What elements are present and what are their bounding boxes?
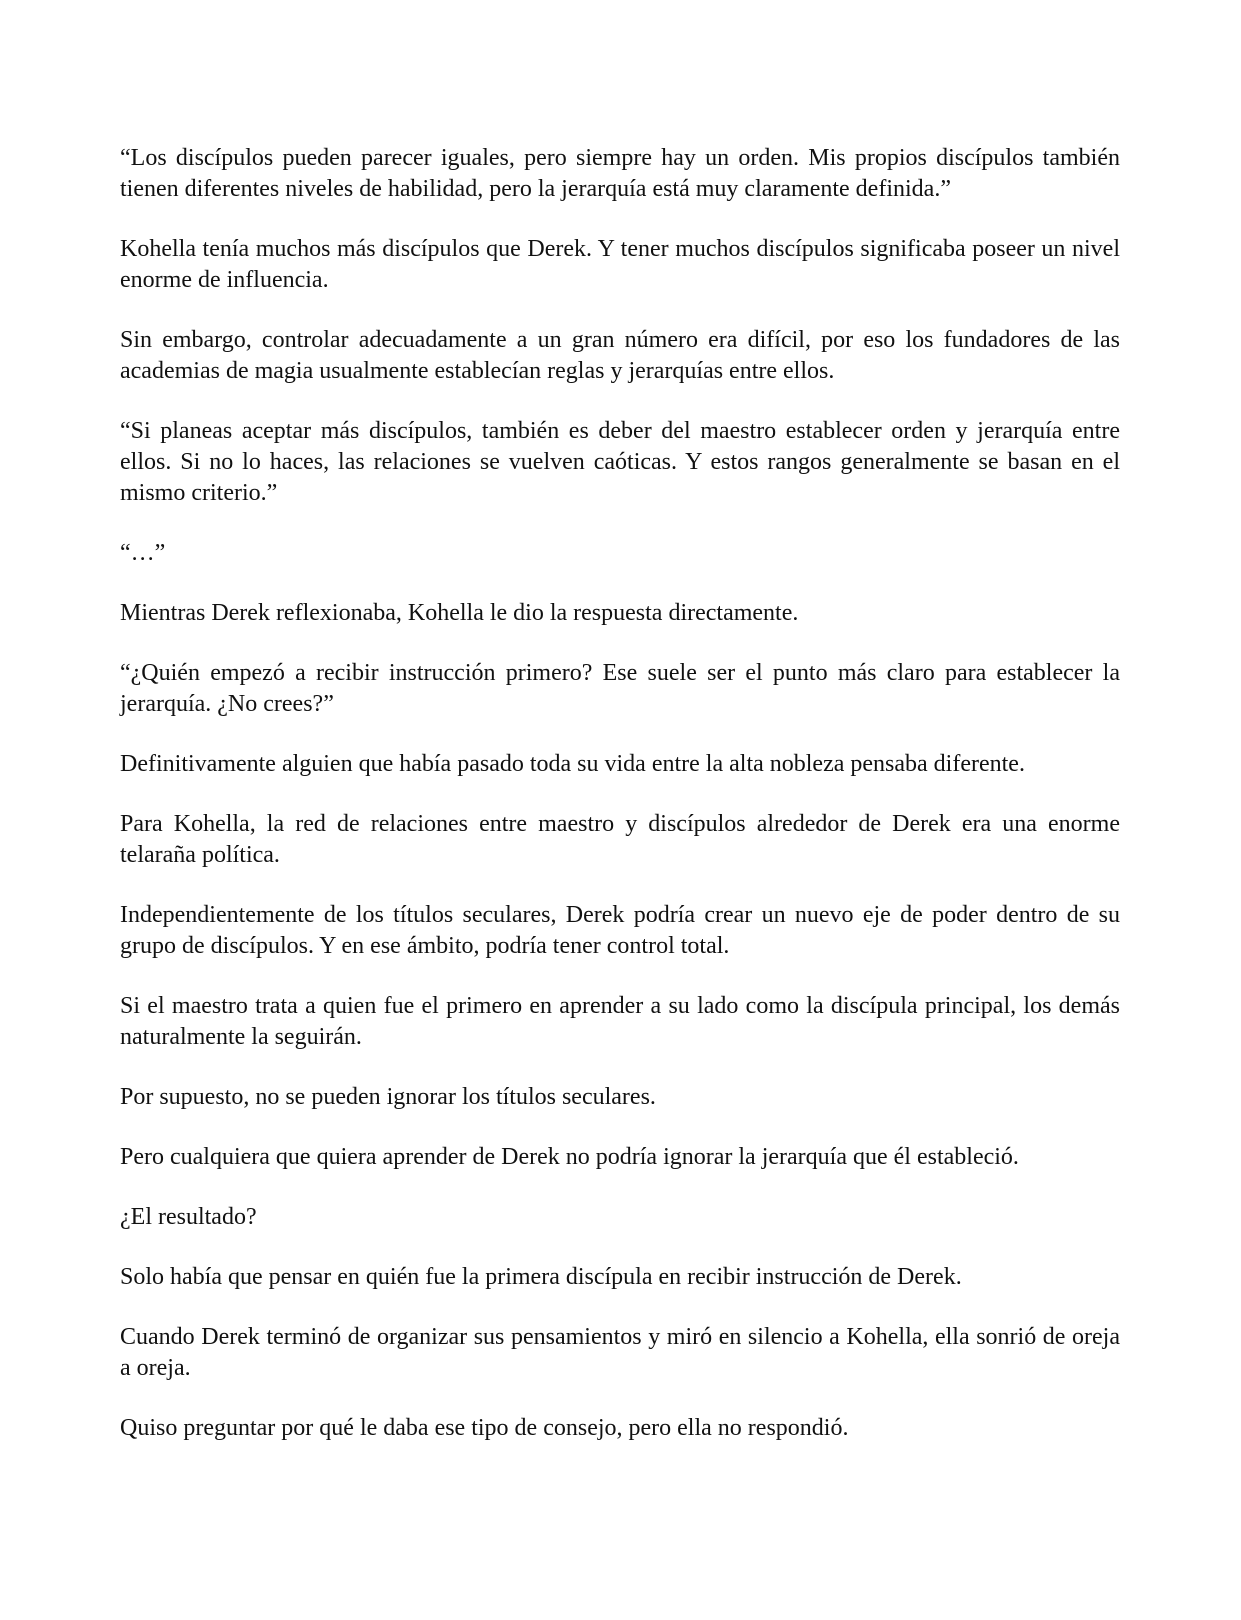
- paragraph: Por supuesto, no se pueden ignorar los títulos seculares.: [120, 1084, 656, 1110]
- paragraph: Quiso preguntar por qué le daba ese tipo de consejo, pero ella no respondió.: [120, 1415, 849, 1441]
- paragraph: Solo había que pensar en quién fue la primera discípula en recibir instrucción de Derek.: [120, 1264, 962, 1290]
- paragraph: “Los discípulos pueden parecer iguales, pero siempre hay un orden. Mis propios discípulos también tienen diferentes niveles de habilidad, pero la jerarquía está muy claramente definida.”: [120, 145, 1120, 202]
- paragraph: “¿Quién empezó a recibir instrucción primero? Ese suele ser el punto más claro para establecer la jerarquía. ¿No crees?”: [120, 660, 1120, 717]
- paragraph: Cuando Derek terminó de organizar sus pensamientos y miró en silencio a Kohella, ella sonrió de oreja a oreja.: [120, 1324, 1120, 1381]
- paragraph: Mientras Derek reflexionaba, Kohella le dio la respuesta directamente.: [120, 600, 799, 626]
- paragraph: Independientemente de los títulos seculares, Derek podría crear un nuevo eje de poder dentro de su grupo de discípulos. Y en ese ámbito, podría tener control total.: [120, 902, 1120, 959]
- paragraph: Para Kohella, la red de relaciones entre maestro y discípulos alrededor de Derek era una enorme telaraña política.: [120, 811, 1120, 868]
- paragraph: Sin embargo, controlar adecuadamente a un gran número era difícil, por eso los fundadores de las academias de magia usualmente establecían reglas y jerarquías entre ellos.: [120, 327, 1120, 384]
- paragraph: ¿El resultado?: [120, 1204, 257, 1230]
- paragraph: Si el maestro trata a quien fue el primero en aprender a su lado como la discípula principal, los demás naturalmente la seguirán.: [120, 993, 1120, 1050]
- paragraph: Kohella tenía muchos más discípulos que Derek. Y tener muchos discípulos significaba poseer un nivel enorme de influencia.: [120, 236, 1120, 293]
- body-text: [120, 143, 1120, 1473]
- paragraph: Pero cualquiera que quiera aprender de Derek no podría ignorar la jerarquía que él estableció.: [120, 1144, 1019, 1170]
- paragraph: Definitivamente alguien que había pasado toda su vida entre la alta nobleza pensaba diferente.: [120, 751, 1025, 777]
- paragraph: “Si planeas aceptar más discípulos, también es deber del maestro establecer orden y jerarquía entre ellos. Si no lo haces, las relaciones se vuelven caóticas. Y estos rangos generalmente se basan en el mismo criterio.”: [120, 418, 1120, 506]
- paragraph: “…”: [120, 540, 166, 566]
